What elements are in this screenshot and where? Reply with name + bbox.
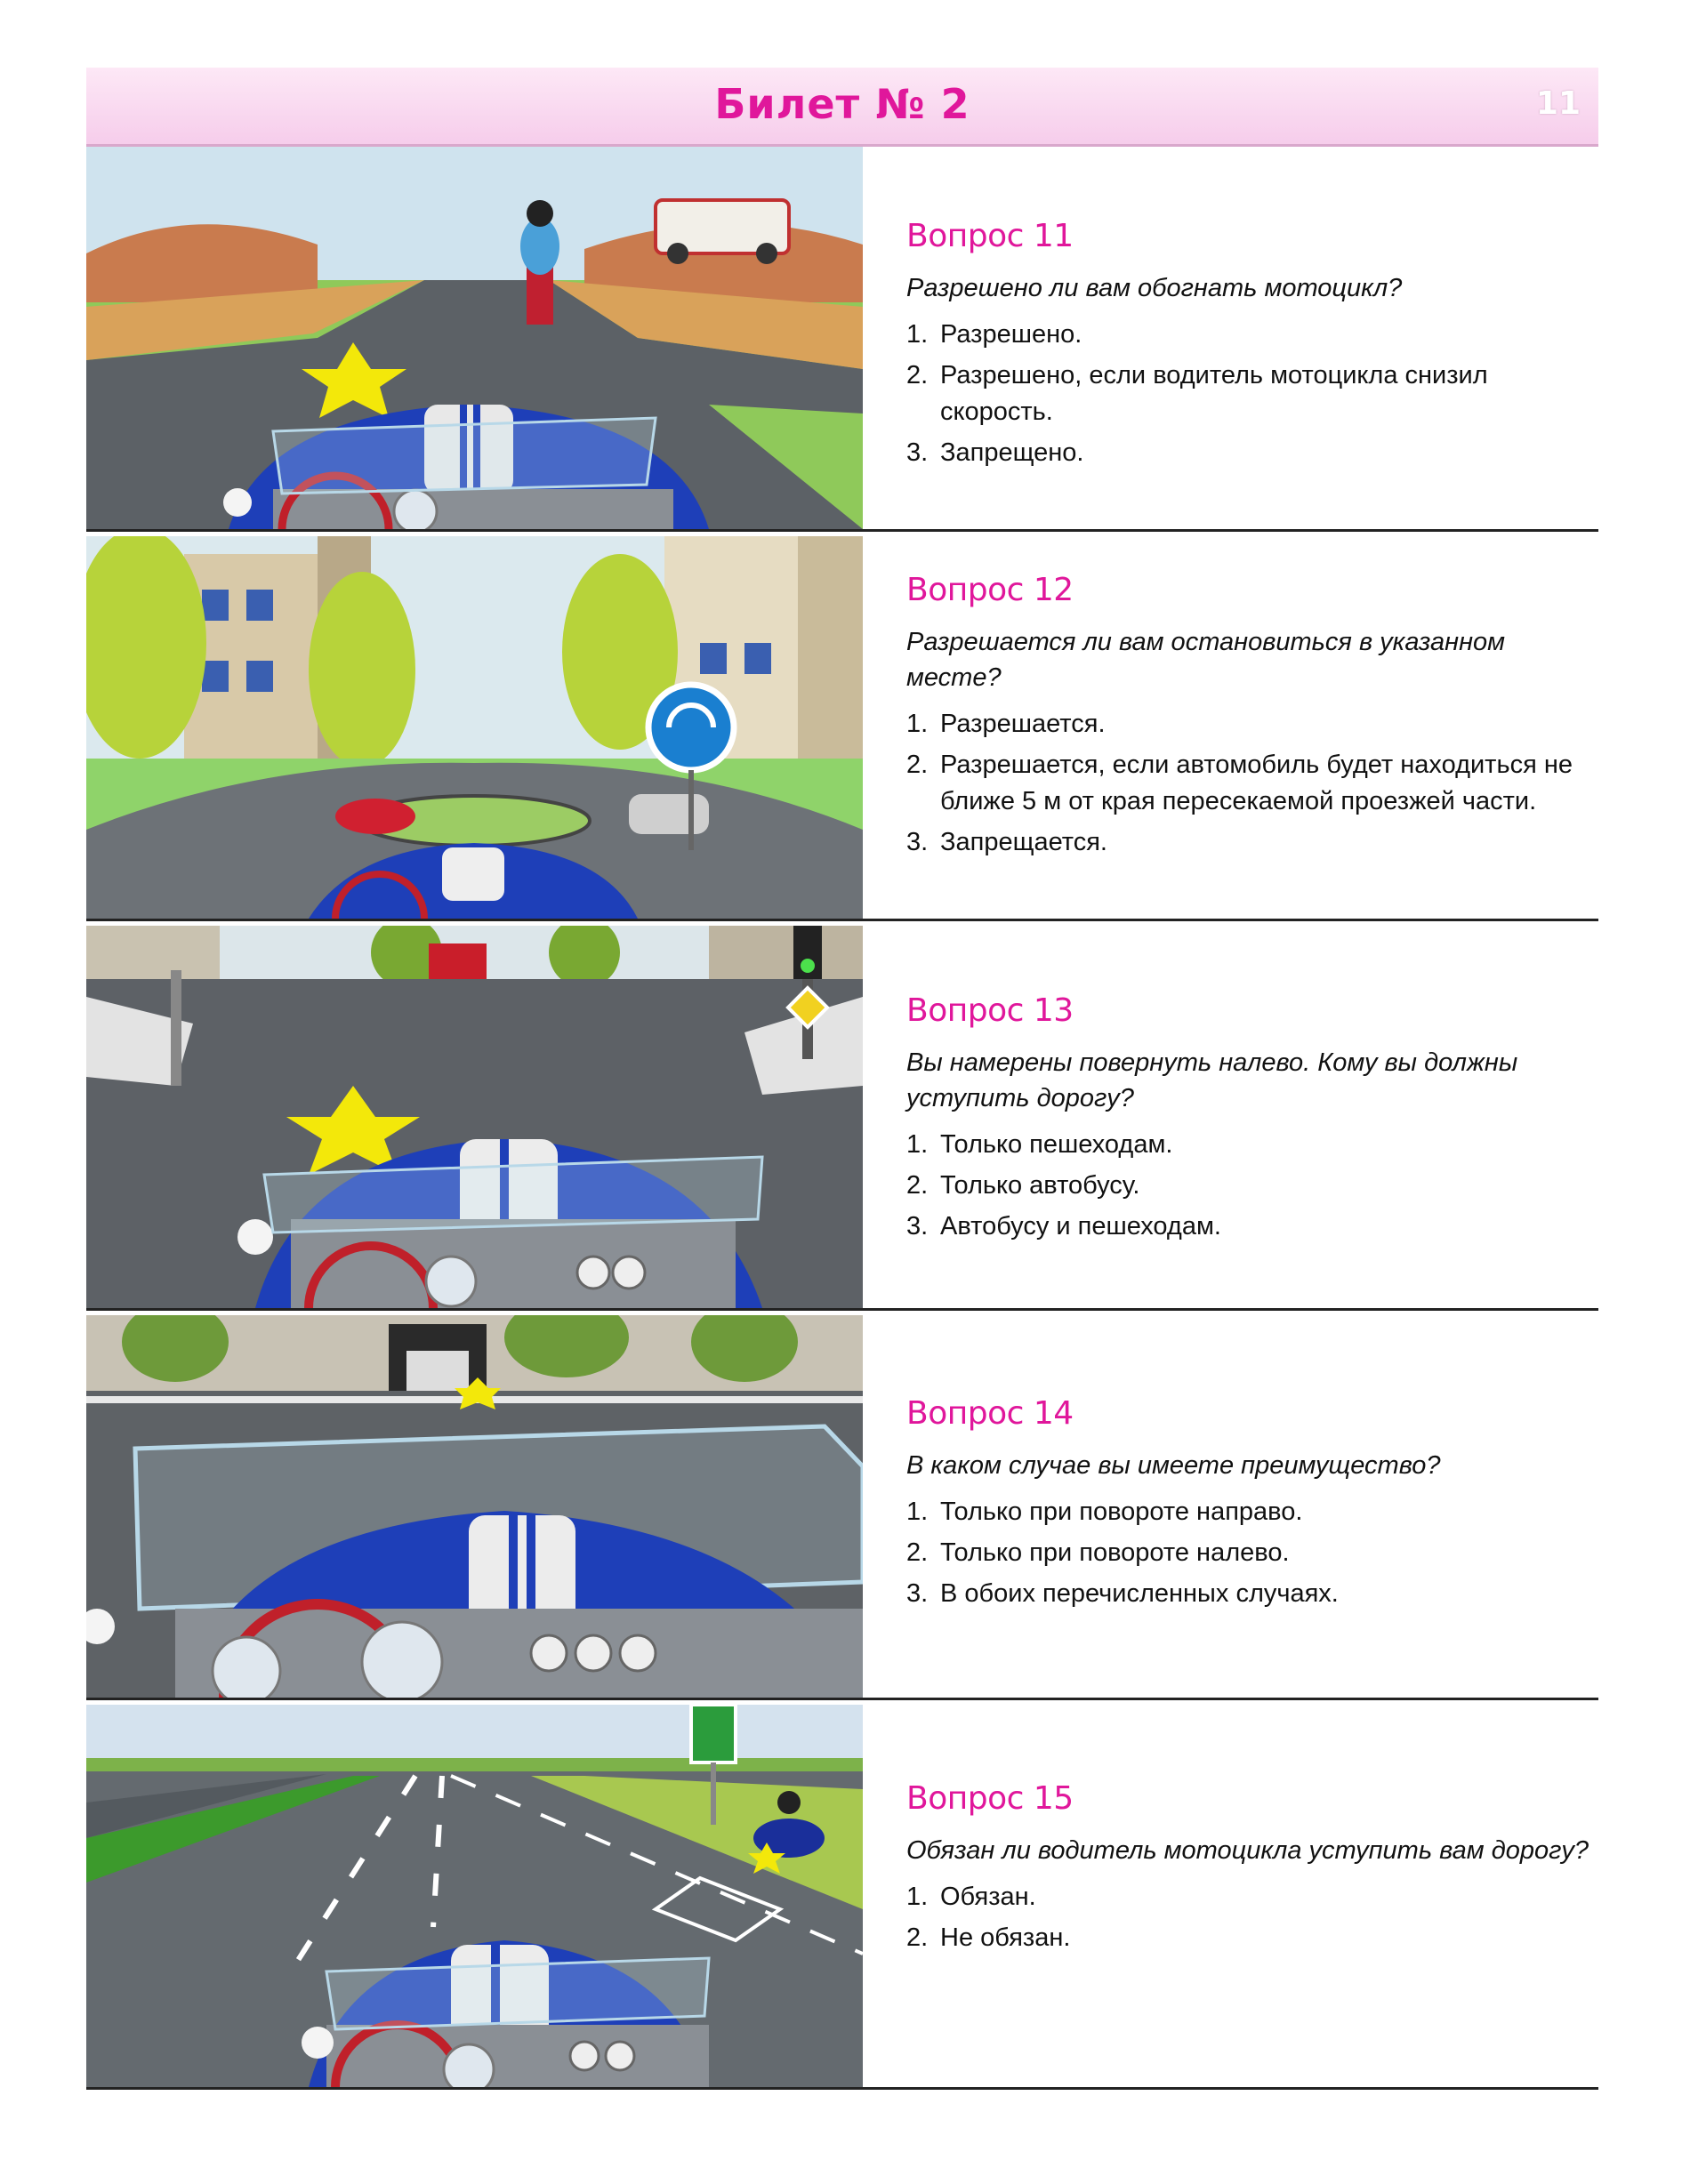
answer-list <box>906 1879 1591 1956</box>
answer-option[interactable]: 2. Не обязан. <box>906 1923 1071 1952</box>
row-divider <box>86 1698 1598 1700</box>
question-text: Разрешается ли вам остановиться в указанном месте? <box>906 628 1506 692</box>
question-block-15 <box>906 1780 1591 1961</box>
question-text: Разрешено ли вам обогнать мотоцикл? <box>906 274 1403 302</box>
row-divider <box>86 2087 1598 2090</box>
question-text: Вы намерены повернуть налево. Кому вы должны уступить дорогу? <box>906 1048 1518 1112</box>
answer-option[interactable]: 2. Разрешается, если автомобиль будет находиться не ближе 5 м от края пересекаемой проезжей части. <box>906 751 1573 815</box>
question-title: Вопрос 14 <box>906 1395 1074 1432</box>
scene-illustration-13 <box>86 926 863 1308</box>
question-title: Вопрос 15 <box>906 1780 1074 1817</box>
answer-option[interactable]: 1. Только пешеходам. <box>906 1130 1173 1159</box>
page-number: 11 <box>1535 85 1581 122</box>
question-row-12 <box>86 536 1598 919</box>
question-title: Вопрос 11 <box>906 218 1074 254</box>
question-block-12 <box>906 572 1591 865</box>
answer-option[interactable]: 2. Разрешено, если водитель мотоцикла снизил скорость. <box>906 361 1488 426</box>
row-divider <box>86 1308 1598 1311</box>
question-title: Вопрос 13 <box>906 992 1074 1029</box>
question-block-11 <box>906 218 1591 476</box>
row-divider <box>86 529 1598 532</box>
scene-illustration-15 <box>86 1705 863 2087</box>
answer-option[interactable]: 3. В обоих перечисленных случаях. <box>906 1579 1339 1608</box>
answer-list <box>906 706 1591 861</box>
question-block-13 <box>906 992 1591 1249</box>
answer-option[interactable]: 1. Разрешено. <box>906 320 1082 349</box>
question-row-13 <box>86 926 1598 1308</box>
scene-illustration-14 <box>86 1315 863 1698</box>
question-row-15 <box>86 1705 1598 2087</box>
question-text: Обязан ли водитель мотоцикла уступить вам дорогу? <box>906 1836 1589 1865</box>
answer-option[interactable]: 2. Только при повороте налево. <box>906 1538 1290 1567</box>
answer-list <box>906 317 1591 471</box>
answer-option[interactable]: 1. Обязан. <box>906 1883 1036 1911</box>
question-row-11 <box>86 147 1598 529</box>
question-block-14 <box>906 1395 1591 1617</box>
scene-illustration-12 <box>86 536 863 919</box>
answer-option[interactable]: 1. Разрешается. <box>906 710 1106 738</box>
row-divider <box>86 919 1598 921</box>
scene-illustration-11 <box>86 147 863 529</box>
answer-list <box>906 1127 1591 1245</box>
page-header <box>86 68 1598 147</box>
answer-list <box>906 1494 1591 1612</box>
question-title: Вопрос 12 <box>906 572 1074 608</box>
question-text: В каком случае вы имеете преимущество? <box>906 1451 1441 1480</box>
answer-option[interactable]: 3. Запрещено. <box>906 438 1084 467</box>
ticket-title: Билет № 2 <box>714 80 970 128</box>
question-row-14 <box>86 1315 1598 1698</box>
answer-option[interactable]: 3. Запрещается. <box>906 828 1107 856</box>
answer-option[interactable]: 1. Только при повороте направо. <box>906 1497 1303 1526</box>
answer-option[interactable]: 2. Только автобусу. <box>906 1171 1140 1200</box>
answer-option[interactable]: 3. Автобусу и пешеходам. <box>906 1212 1221 1241</box>
